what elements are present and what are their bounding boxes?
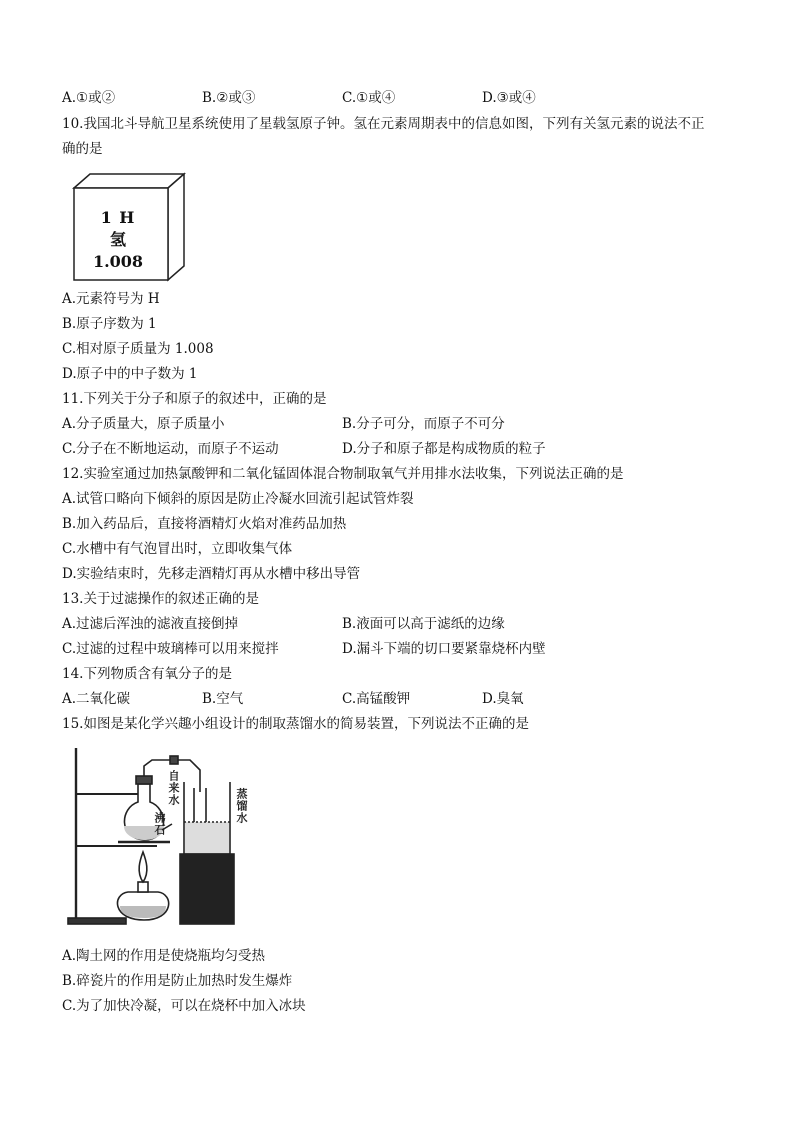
distillation-apparatus-figure — [62, 742, 258, 932]
label-tap-water: 自来水 — [167, 770, 180, 806]
q15-option-c: C.为了加快冷凝，可以在烧杯中加入冰块 — [62, 998, 306, 1014]
q10-option-c: C.相对原子质量为 1.008 — [62, 341, 214, 357]
q15-option-a: A.陶土网的作用是使烧瓶均匀受热 — [62, 948, 266, 964]
q10-stem-line2: 确的是 — [62, 141, 103, 157]
q11-option-c: C.分子在不断地运动，而原子不运动 — [62, 441, 279, 457]
q13-option-d: D.漏斗下端的切口要紧靠烧杯内壁 — [342, 641, 546, 657]
element-name: 氢 — [109, 230, 126, 249]
q10-option-b: B.原子序数为 1 — [62, 316, 157, 332]
q11-options-row1 — [62, 418, 742, 436]
q11-option-a: A.分子质量大，原子质量小 — [62, 416, 225, 432]
q14-option-a: A.二氧化碳 — [62, 691, 131, 707]
q13-option-b: B.液面可以高于滤纸的边缘 — [342, 616, 505, 632]
q9-option-a: A.①或② — [62, 90, 116, 106]
q11-option-d: D.分子和原子都是构成物质的粒子 — [342, 441, 546, 457]
q9-options-row — [62, 92, 742, 110]
distillation-apparatus-drawing — [62, 742, 258, 932]
q10-stem-line1: 10.我国北斗导航卫星系统使用了星载氢原子钟。氢在元素周期表中的信息如图，下列有关氢元素的说法不正 — [62, 116, 705, 132]
q13-options-row2 — [62, 643, 742, 661]
q10-option-a: A.元素符号为 H — [62, 291, 160, 307]
q9-option-c: C.①或④ — [342, 90, 396, 106]
q14-option-c: C.高锰酸钾 — [342, 691, 411, 707]
q14-option-b: B.空气 — [202, 691, 244, 707]
q12-stem: 12.实验室通过加热氯酸钾和二氧化锰固体混合物制取氧气并用排水法收集，下列说法正确的是 — [62, 466, 624, 482]
q11-options-row2 — [62, 443, 742, 461]
q14-options-row — [62, 693, 742, 711]
q15-option-b: B.碎瓷片的作用是防止加热时发生爆炸 — [62, 973, 293, 989]
q9-option-b: B.②或③ — [202, 90, 256, 106]
q13-options-row1 — [62, 618, 742, 636]
label-distilled-water: 蒸馏水 — [235, 788, 248, 824]
q10-option-d: D.原子中的中子数为 1 — [62, 366, 198, 382]
q12-option-a: A.试管口略向下倾斜的原因是防止冷凝水回流引起试管炸裂 — [62, 491, 414, 507]
q12-option-d: D.实验结束时，先移走酒精灯再从水槽中移出导管 — [62, 566, 361, 582]
q14-option-d: D.臭氧 — [482, 691, 524, 707]
q12-option-c: C.水槽中有气泡冒出时，立即收集气体 — [62, 541, 293, 557]
element-number-symbol: 1 H — [100, 208, 136, 227]
label-boiling-chips: 沸石 — [153, 812, 166, 836]
element-mass: 1.008 — [92, 252, 144, 271]
q13-option-c: C.过滤的过程中玻璃棒可以用来搅拌 — [62, 641, 279, 657]
q11-stem: 11.下列关于分子和原子的叙述中，正确的是 — [62, 391, 327, 407]
q14-stem: 14.下列物质含有氧分子的是 — [62, 666, 232, 682]
q11-option-b: B.分子可分，而原子不可分 — [342, 416, 505, 432]
q13-option-a: A.过滤后浑浊的滤液直接倒掉 — [62, 616, 239, 632]
q15-stem: 15.如图是某化学兴趣小组设计的制取蒸馏水的简易装置，下列说法不正确的是 — [62, 716, 529, 732]
hydrogen-element-cell — [64, 170, 189, 282]
q9-option-d: D.③或④ — [482, 90, 536, 106]
q12-option-b: B.加入药品后，直接将酒精灯火焰对准药品加热 — [62, 516, 347, 532]
q13-stem: 13.关于过滤操作的叙述正确的是 — [62, 591, 259, 607]
